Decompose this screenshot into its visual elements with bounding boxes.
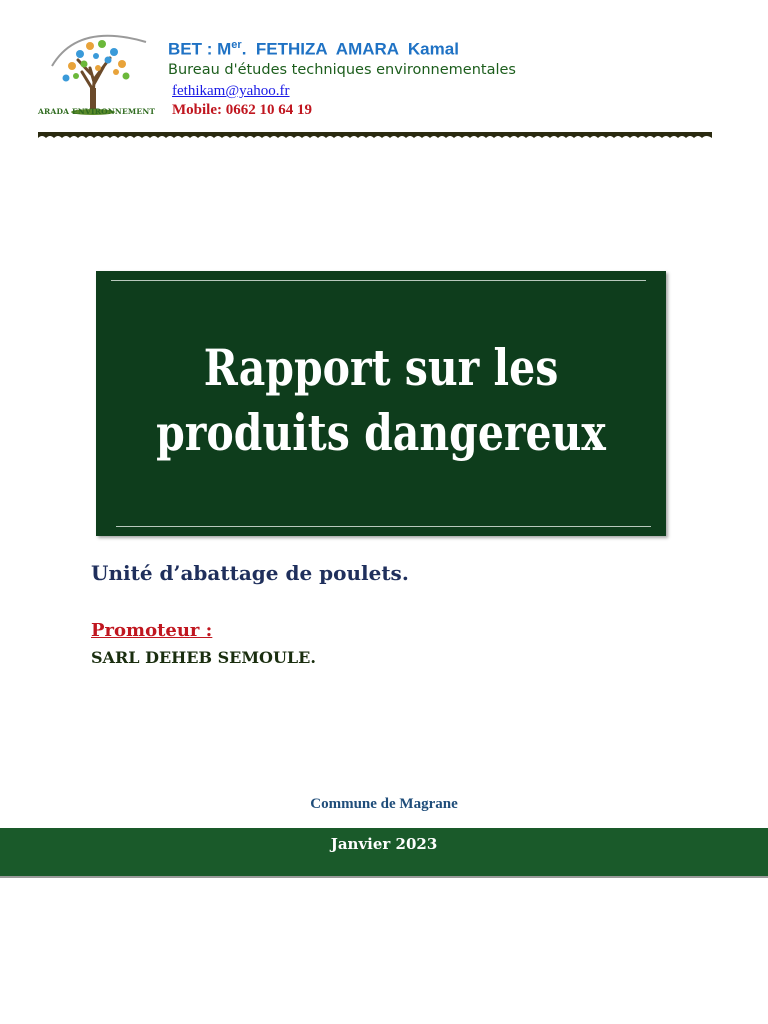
logo-label: ARADA ENVIRONNEMENT xyxy=(38,107,156,116)
mobile-line: Mobile: 0662 10 64 19 xyxy=(172,102,312,118)
footer-band xyxy=(0,828,768,878)
header-divider xyxy=(38,126,712,136)
title-box xyxy=(96,271,666,536)
promoteur-value: SARL DEHEB SEMOULE. xyxy=(91,648,316,667)
title-rule-bottom xyxy=(116,526,651,527)
bureau-line: Bureau d'études techniques environnementales xyxy=(168,62,516,78)
bet-sup: er xyxy=(231,39,242,51)
commune-label: Commune de Magrane xyxy=(310,796,458,812)
promoteur-label: Promoteur : xyxy=(91,620,213,641)
bet-line xyxy=(168,39,459,60)
project-subtitle: Unité d’abattage de poulets. xyxy=(91,561,409,585)
email-link[interactable]: fethikam@yahoo.fr xyxy=(172,83,290,99)
report-date: Janvier 2023 xyxy=(330,835,438,853)
title-line-2: produits dangereux xyxy=(156,403,606,462)
title-line-1: Rapport sur les xyxy=(203,338,559,397)
report-title xyxy=(147,335,614,465)
bet-prefix: BET : M xyxy=(168,39,232,59)
title-rule-top xyxy=(111,280,646,281)
bet-name: . FETHIZA AMARA Kamal xyxy=(241,39,459,59)
